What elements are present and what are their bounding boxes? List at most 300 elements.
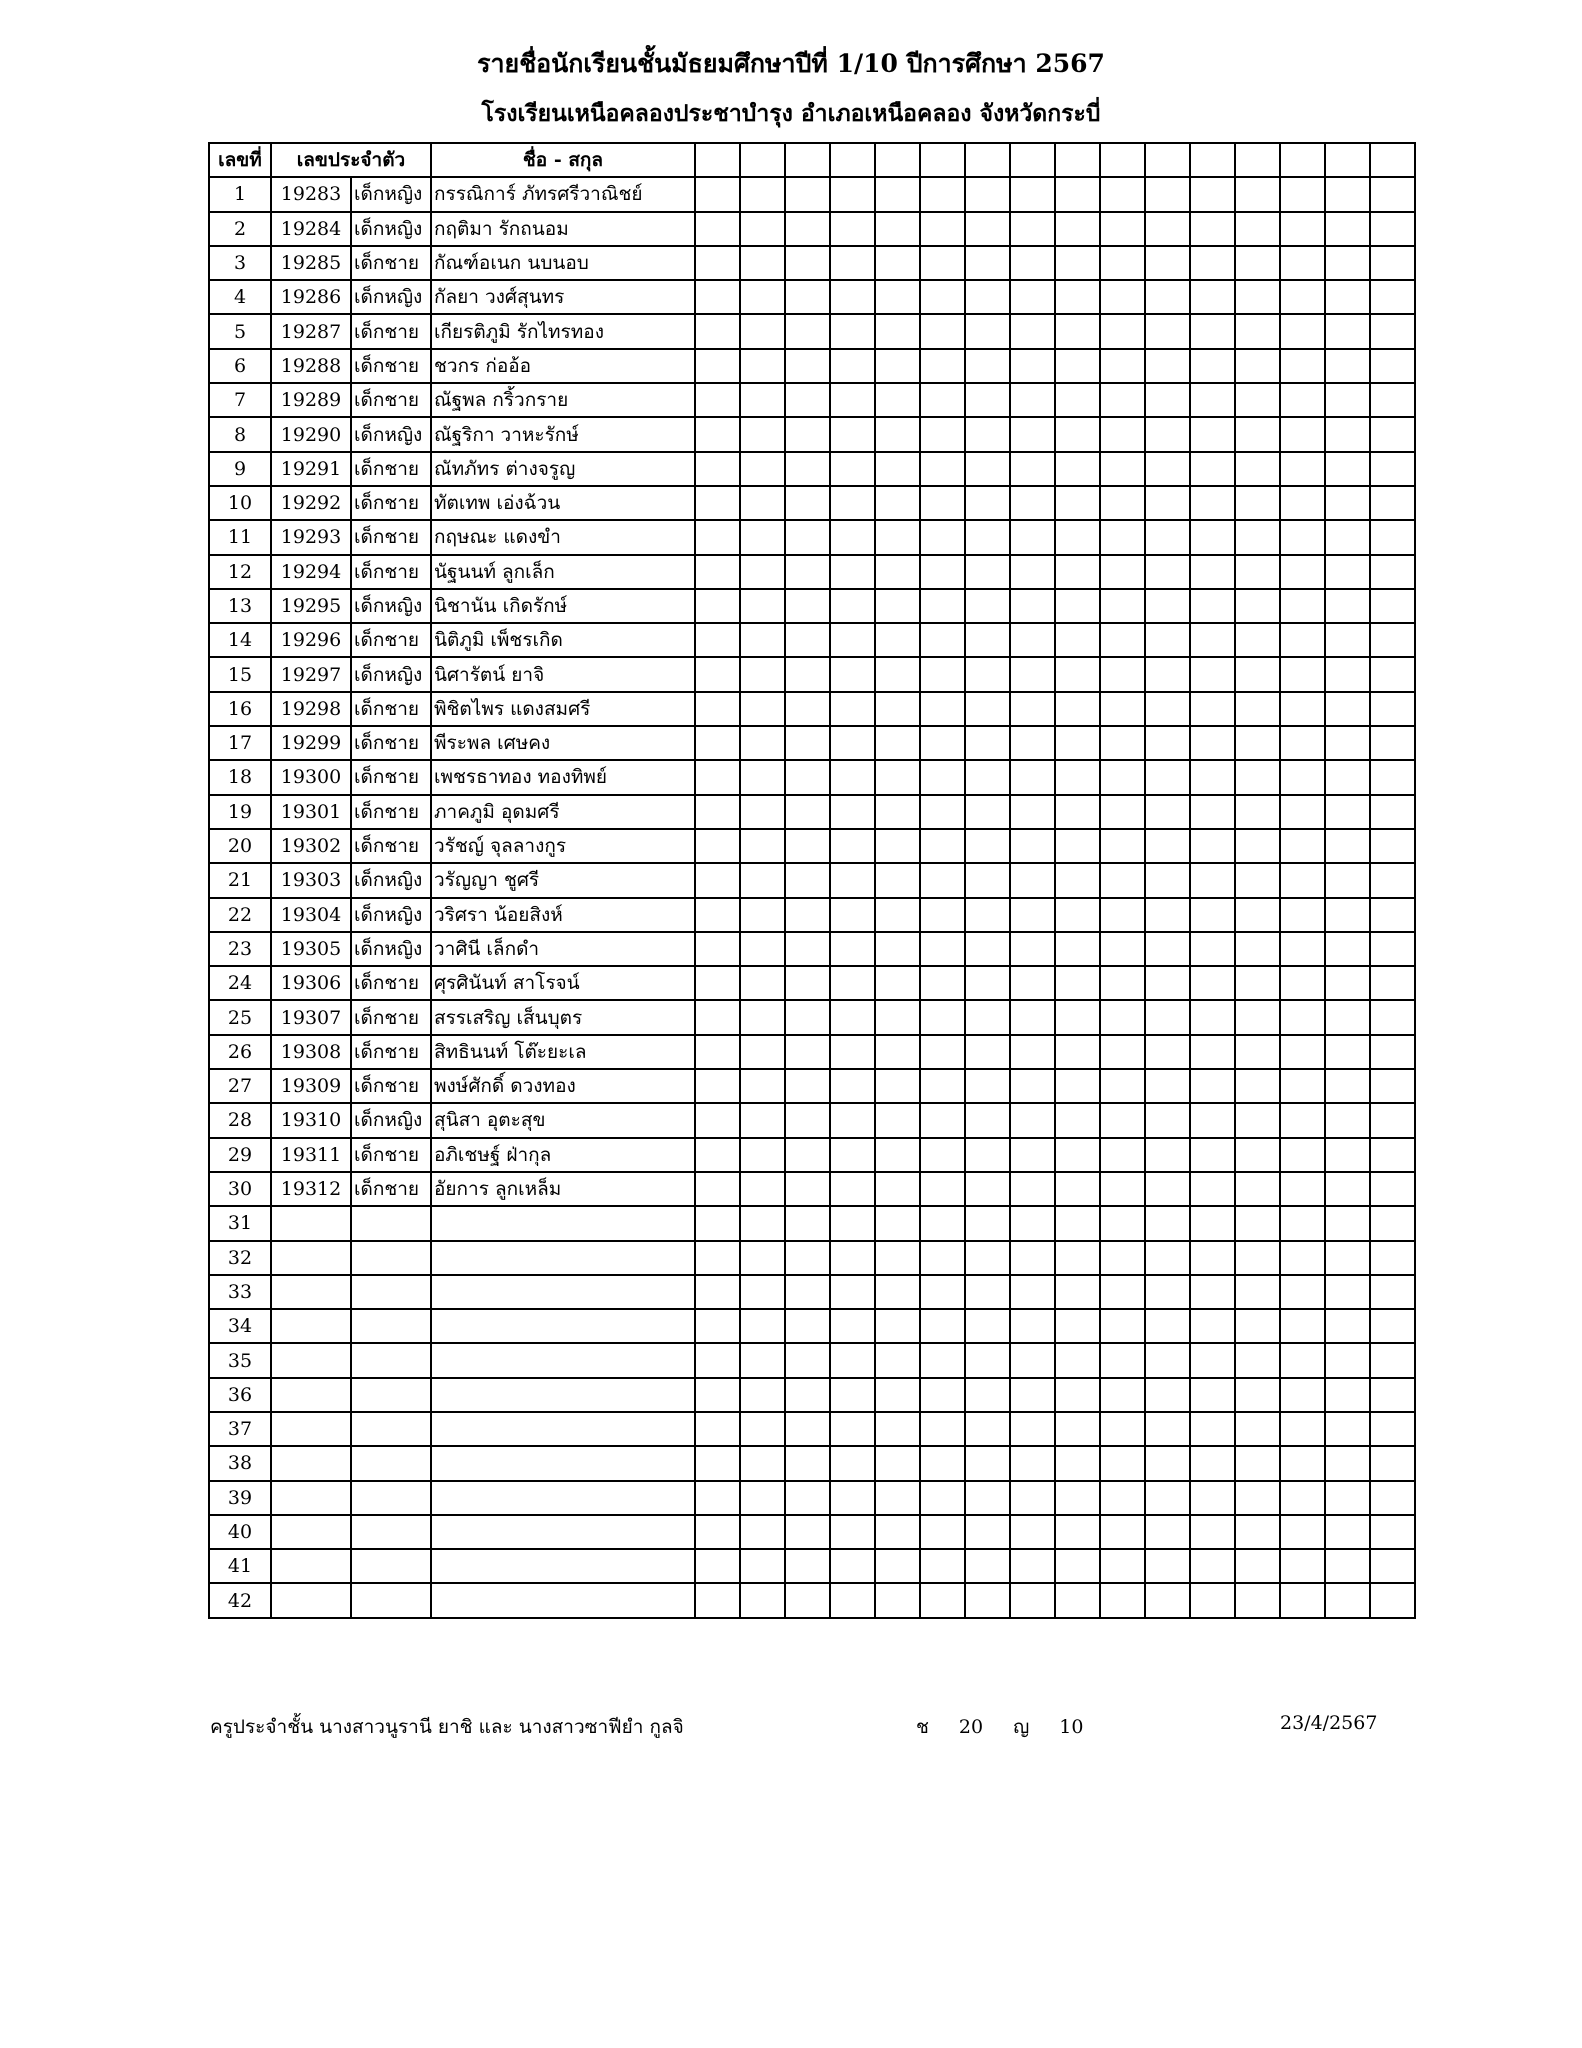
blank-score-cell (1100, 760, 1145, 794)
blank-score-cell (875, 1069, 920, 1103)
blank-score-cell (1280, 246, 1325, 280)
table-row (209, 520, 1415, 554)
blank-score-cell (920, 966, 965, 1000)
blank-score-cell (1010, 1412, 1055, 1446)
blank-score-cell (1145, 417, 1190, 451)
student-prefix (351, 1549, 431, 1583)
blank-score-cell (1100, 177, 1145, 211)
blank-score-cell (965, 383, 1010, 417)
blank-score-cell (1055, 1241, 1100, 1275)
blank-score-cell (1145, 1241, 1190, 1275)
blank-score-cell (1235, 726, 1280, 760)
blank-score-cell (1145, 623, 1190, 657)
student-id: 19300 (271, 760, 351, 794)
row-number: 27 (209, 1069, 271, 1103)
student-id (271, 1206, 351, 1240)
blank-score-cell (1145, 966, 1190, 1000)
blank-score-cell (1280, 1515, 1325, 1549)
blank-score-cell (1235, 795, 1280, 829)
blank-score-cell (1100, 212, 1145, 246)
blank-score-cell (1145, 829, 1190, 863)
blank-score-cell (740, 795, 785, 829)
female-count: 10 (1059, 1716, 1084, 1738)
blank-score-cell (1010, 486, 1055, 520)
blank-score-cell (1100, 1275, 1145, 1309)
blank-score-cell (1325, 657, 1370, 691)
blank-score-cell (1235, 1172, 1280, 1206)
blank-score-cell (1055, 520, 1100, 554)
blank-score-cell (1190, 589, 1235, 623)
blank-score-cell (785, 1103, 830, 1137)
blank-score-cell (785, 1000, 830, 1034)
blank-score-cell (830, 1378, 875, 1412)
student-prefix: เด็กชาย (351, 520, 431, 554)
student-name: นิศารัตน์ ยาจิ (431, 657, 695, 691)
row-number: 29 (209, 1138, 271, 1172)
blank-score-cell (785, 314, 830, 348)
blank-score-cell (1010, 1343, 1055, 1377)
blank-score-cell (830, 177, 875, 211)
blank-score-cell (1055, 726, 1100, 760)
blank-score-cell (830, 1481, 875, 1515)
student-id: 19290 (271, 417, 351, 451)
blank-score-cell (785, 1549, 830, 1583)
blank-score-cell (1325, 1378, 1370, 1412)
blank-score-cell (1325, 898, 1370, 932)
student-prefix: เด็กชาย (351, 1138, 431, 1172)
blank-score-cell (1280, 555, 1325, 589)
blank-score-cell (1145, 1309, 1190, 1343)
blank-score-cell (740, 520, 785, 554)
blank-score-cell (1370, 246, 1415, 280)
blank-score-cell (830, 829, 875, 863)
blank-score-cell (1325, 280, 1370, 314)
blank-score-cell (1280, 829, 1325, 863)
blank-score-cell (695, 692, 740, 726)
blank-score-cell (965, 177, 1010, 211)
student-name (431, 1549, 695, 1583)
blank-score-cell (1325, 1343, 1370, 1377)
blank-score-cell (1280, 314, 1325, 348)
table-row (209, 452, 1415, 486)
student-prefix: เด็กหญิง (351, 212, 431, 246)
blank-score-cell (920, 863, 965, 897)
blank-score-cell (920, 589, 965, 623)
blank-score-cell (695, 555, 740, 589)
blank-score-cell (875, 1241, 920, 1275)
student-prefix: เด็กหญิง (351, 280, 431, 314)
blank-score-cell (1280, 898, 1325, 932)
blank-score-cell (785, 863, 830, 897)
student-prefix: เด็กชาย (351, 966, 431, 1000)
blank-score-cell (695, 863, 740, 897)
blank-score-cell (695, 1309, 740, 1343)
row-number: 40 (209, 1515, 271, 1549)
row-number: 12 (209, 555, 271, 589)
student-id: 19307 (271, 1000, 351, 1034)
blank-score-cell (1235, 555, 1280, 589)
blank-score-cell (920, 760, 965, 794)
blank-score-cell (1010, 692, 1055, 726)
blank-score-cell (785, 1515, 830, 1549)
blank-score-cell (1280, 417, 1325, 451)
blank-score-cell (1370, 1515, 1415, 1549)
blank-score-cell (1280, 932, 1325, 966)
student-prefix: เด็กชาย (351, 349, 431, 383)
student-name: กัณฑ์อเนก นบนอบ (431, 246, 695, 280)
blank-score-cell (1280, 177, 1325, 211)
blank-score-cell (1235, 760, 1280, 794)
blank-score-cell (1145, 1172, 1190, 1206)
blank-score-cell (965, 520, 1010, 554)
blank-score-cell (1055, 1378, 1100, 1412)
student-id: 19288 (271, 349, 351, 383)
table-row (209, 898, 1415, 932)
blank-score-cell (1010, 1069, 1055, 1103)
blank-score-cell (830, 726, 875, 760)
blank-score-cell (1280, 383, 1325, 417)
blank-score-cell (875, 177, 920, 211)
row-number: 33 (209, 1275, 271, 1309)
table-row (209, 417, 1415, 451)
blank-score-cell (1100, 1446, 1145, 1480)
table-row (209, 314, 1415, 348)
student-prefix: เด็กชาย (351, 692, 431, 726)
blank-score-cell (965, 1309, 1010, 1343)
student-prefix: เด็กชาย (351, 829, 431, 863)
blank-score-cell (965, 417, 1010, 451)
blank-score-cell (1100, 1103, 1145, 1137)
row-number: 32 (209, 1241, 271, 1275)
blank-score-cell (1190, 863, 1235, 897)
blank-score-cell (830, 795, 875, 829)
blank-score-cell (1190, 1515, 1235, 1549)
blank-score-cell (965, 1378, 1010, 1412)
student-prefix: เด็กหญิง (351, 898, 431, 932)
blank-score-cell (695, 1343, 740, 1377)
student-name (431, 1343, 695, 1377)
blank-score-cell (920, 314, 965, 348)
blank-score-cell (695, 1275, 740, 1309)
student-id: 19306 (271, 966, 351, 1000)
blank-score-cell (1280, 1172, 1325, 1206)
student-id: 19285 (271, 246, 351, 280)
blank-score-cell (1280, 795, 1325, 829)
blank-score-cell (1235, 383, 1280, 417)
blank-score-cell (1325, 1103, 1370, 1137)
blank-score-cell (965, 657, 1010, 691)
blank-score-cell (1325, 177, 1370, 211)
female-label: ญ (1013, 1716, 1030, 1738)
blank-score-cell (1010, 1481, 1055, 1515)
blank-score-cell (1190, 486, 1235, 520)
blank-score-cell (1100, 1378, 1145, 1412)
blank-score-cell (1370, 212, 1415, 246)
blank-score-cell (1100, 1549, 1145, 1583)
student-name (431, 1206, 695, 1240)
blank-score-cell (1235, 932, 1280, 966)
blank-score-cell (1280, 1583, 1325, 1617)
blank-score-cell (965, 555, 1010, 589)
blank-score-cell (875, 795, 920, 829)
blank-score-cell (740, 452, 785, 486)
blank-score-cell (1010, 898, 1055, 932)
table-row (209, 795, 1415, 829)
blank-score-cell (785, 898, 830, 932)
blank-score-cell (1145, 1000, 1190, 1034)
blank-score-cell (965, 212, 1010, 246)
blank-score-cell (1055, 760, 1100, 794)
blank-score-cell (1190, 177, 1235, 211)
blank-score-cell (875, 1172, 920, 1206)
blank-score-cell (1190, 829, 1235, 863)
blank-score-cell (785, 966, 830, 1000)
row-number: 35 (209, 1343, 271, 1377)
blank-score-cell (965, 1343, 1010, 1377)
blank-score-cell (1325, 452, 1370, 486)
blank-score-cell (875, 1378, 920, 1412)
student-name: นิชานัน เกิดรักษ์ (431, 589, 695, 623)
blank-score-cell (785, 1343, 830, 1377)
student-id (271, 1481, 351, 1515)
blank-score-cell (875, 589, 920, 623)
student-name: สิทธินนท์ โต๊ะยะเล (431, 1035, 695, 1069)
blank-score-cell (1280, 760, 1325, 794)
blank-score-cell (1010, 1583, 1055, 1617)
blank-score-cell (1235, 657, 1280, 691)
header-blank-cell (830, 143, 875, 177)
blank-score-cell (785, 1446, 830, 1480)
blank-score-cell (1055, 1446, 1100, 1480)
table-row (209, 1035, 1415, 1069)
blank-score-cell (920, 1275, 965, 1309)
student-name: ณัฐพล กริ้วกราย (431, 383, 695, 417)
blank-score-cell (1145, 383, 1190, 417)
blank-score-cell (1370, 417, 1415, 451)
student-name: กฤติมา รักถนอม (431, 212, 695, 246)
blank-score-cell (875, 280, 920, 314)
blank-score-cell (1010, 555, 1055, 589)
blank-score-cell (1325, 1069, 1370, 1103)
blank-score-cell (830, 623, 875, 657)
student-id: 19286 (271, 280, 351, 314)
blank-score-cell (875, 898, 920, 932)
student-name: สรรเสริญ เส็นบุตร (431, 1000, 695, 1034)
blank-score-cell (1235, 1103, 1280, 1137)
student-prefix: เด็กชาย (351, 486, 431, 520)
row-number: 19 (209, 795, 271, 829)
table-row (209, 1069, 1415, 1103)
blank-score-cell (1235, 452, 1280, 486)
table-row (209, 280, 1415, 314)
blank-score-cell (1190, 657, 1235, 691)
blank-score-cell (785, 1412, 830, 1446)
blank-score-cell (965, 349, 1010, 383)
blank-score-cell (920, 1378, 965, 1412)
blank-score-cell (1235, 1515, 1280, 1549)
blank-score-cell (920, 1206, 965, 1240)
blank-score-cell (1190, 452, 1235, 486)
male-count: 20 (958, 1716, 984, 1738)
blank-score-cell (875, 1515, 920, 1549)
blank-score-cell (920, 417, 965, 451)
blank-score-cell (1370, 760, 1415, 794)
blank-score-cell (1145, 1412, 1190, 1446)
blank-score-cell (740, 1446, 785, 1480)
blank-score-cell (1235, 829, 1280, 863)
blank-score-cell (695, 623, 740, 657)
blank-score-cell (965, 1412, 1010, 1446)
blank-score-cell (1370, 1549, 1415, 1583)
blank-score-cell (1010, 623, 1055, 657)
blank-score-cell (1100, 657, 1145, 691)
student-prefix: เด็กหญิง (351, 177, 431, 211)
blank-score-cell (695, 246, 740, 280)
blank-score-cell (1190, 932, 1235, 966)
blank-score-cell (875, 246, 920, 280)
blank-score-cell (830, 1549, 875, 1583)
blank-score-cell (695, 795, 740, 829)
blank-score-cell (965, 452, 1010, 486)
student-prefix (351, 1378, 431, 1412)
blank-score-cell (1190, 1035, 1235, 1069)
blank-score-cell (875, 692, 920, 726)
blank-score-cell (1325, 1138, 1370, 1172)
blank-score-cell (1055, 280, 1100, 314)
student-id (271, 1515, 351, 1549)
blank-score-cell (1055, 1275, 1100, 1309)
blank-score-cell (1235, 246, 1280, 280)
row-number: 22 (209, 898, 271, 932)
student-counts (916, 1712, 1113, 1742)
blank-score-cell (695, 280, 740, 314)
blank-score-cell (1235, 1206, 1280, 1240)
blank-score-cell (965, 1515, 1010, 1549)
blank-score-cell (920, 452, 965, 486)
header-blank-cell (1100, 143, 1145, 177)
blank-score-cell (1235, 1378, 1280, 1412)
table-row (209, 1138, 1415, 1172)
table-row (209, 966, 1415, 1000)
blank-score-cell (1370, 829, 1415, 863)
student-id: 19295 (271, 589, 351, 623)
blank-score-cell (1100, 1309, 1145, 1343)
student-prefix (351, 1275, 431, 1309)
blank-score-cell (1235, 1481, 1280, 1515)
blank-score-cell (830, 1446, 875, 1480)
student-id: 19292 (271, 486, 351, 520)
blank-score-cell (1010, 349, 1055, 383)
blank-score-cell (920, 383, 965, 417)
row-number: 20 (209, 829, 271, 863)
blank-score-cell (920, 657, 965, 691)
blank-score-cell (785, 246, 830, 280)
blank-score-cell (965, 898, 1010, 932)
blank-score-cell (1235, 1000, 1280, 1034)
student-id: 19283 (271, 177, 351, 211)
blank-score-cell (965, 589, 1010, 623)
blank-score-cell (920, 1549, 965, 1583)
student-prefix: เด็กชาย (351, 314, 431, 348)
blank-score-cell (785, 760, 830, 794)
blank-score-cell (965, 1549, 1010, 1583)
blank-score-cell (740, 760, 785, 794)
blank-score-cell (1190, 1103, 1235, 1137)
student-name: พิชิตไพร แดงสมศรี (431, 692, 695, 726)
blank-score-cell (965, 692, 1010, 726)
blank-score-cell (965, 1069, 1010, 1103)
blank-score-cell (875, 555, 920, 589)
blank-score-cell (695, 520, 740, 554)
table-row (209, 1000, 1415, 1034)
blank-score-cell (1235, 1069, 1280, 1103)
blank-score-cell (1325, 1412, 1370, 1446)
blank-score-cell (1010, 760, 1055, 794)
student-prefix: เด็กชาย (351, 760, 431, 794)
blank-score-cell (830, 486, 875, 520)
blank-score-cell (1145, 1481, 1190, 1515)
header-blank-cell (1325, 143, 1370, 177)
blank-score-cell (1145, 898, 1190, 932)
blank-score-cell (740, 623, 785, 657)
table-row (209, 1515, 1415, 1549)
table-header-row (209, 143, 1415, 177)
blank-score-cell (695, 177, 740, 211)
blank-score-cell (875, 383, 920, 417)
blank-score-cell (1055, 349, 1100, 383)
header-blank-cell (785, 143, 830, 177)
blank-score-cell (875, 520, 920, 554)
student-name: เกียรติภูมิ รักไทรทอง (431, 314, 695, 348)
row-number: 11 (209, 520, 271, 554)
blank-score-cell (920, 1412, 965, 1446)
blank-score-cell (1370, 383, 1415, 417)
blank-score-cell (1325, 1549, 1370, 1583)
blank-score-cell (740, 314, 785, 348)
blank-score-cell (1055, 1035, 1100, 1069)
blank-score-cell (1190, 520, 1235, 554)
row-number: 39 (209, 1481, 271, 1515)
blank-score-cell (875, 349, 920, 383)
blank-score-cell (830, 383, 875, 417)
blank-score-cell (1280, 1309, 1325, 1343)
table-row (209, 1378, 1415, 1412)
blank-score-cell (965, 760, 1010, 794)
blank-score-cell (1100, 1412, 1145, 1446)
blank-score-cell (1325, 1275, 1370, 1309)
blank-score-cell (1235, 1549, 1280, 1583)
blank-score-cell (695, 1241, 740, 1275)
blank-score-cell (695, 1583, 740, 1617)
blank-score-cell (695, 1069, 740, 1103)
blank-score-cell (1055, 589, 1100, 623)
student-id (271, 1583, 351, 1617)
blank-score-cell (875, 623, 920, 657)
student-name: วรัชญ์ จุลลางกูร (431, 829, 695, 863)
blank-score-cell (1100, 555, 1145, 589)
row-number: 1 (209, 177, 271, 211)
blank-score-cell (920, 177, 965, 211)
table-row (209, 177, 1415, 211)
row-number: 10 (209, 486, 271, 520)
table-row (209, 383, 1415, 417)
table-row (209, 1343, 1415, 1377)
blank-score-cell (830, 1241, 875, 1275)
blank-score-cell (920, 795, 965, 829)
blank-score-cell (1145, 280, 1190, 314)
blank-score-cell (740, 1309, 785, 1343)
homeroom-teachers: ครูประจำชั้น นางสาวนูรานี ยาชิ และ นางสาวซาฟียำ กูลจิ (210, 1716, 684, 1738)
